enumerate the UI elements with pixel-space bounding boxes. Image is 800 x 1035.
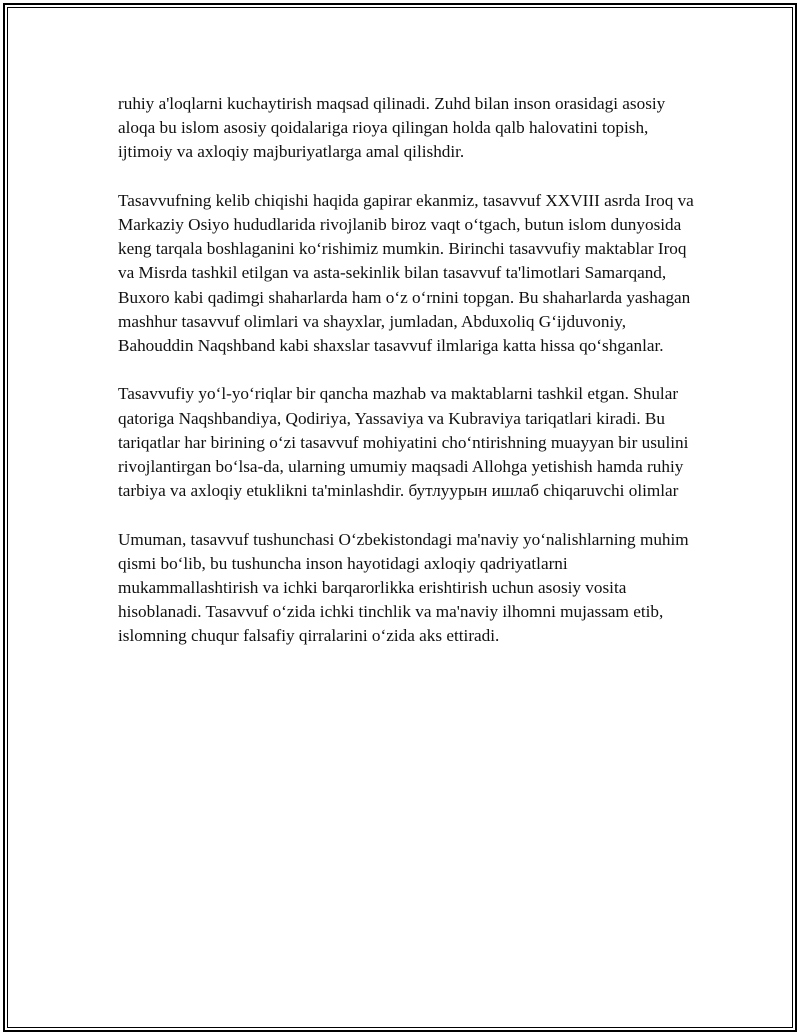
paragraph-1: ruhiy a'loqlarni kuchaytirish maqsad qilinadi. Zuhd bilan inson orasidagi asosiy aloqa bu islom asosiy qoidalariga rioya qilingan holda qalb halovatini topish, ijtimoiy va axloqiy majburiyatlarga amal qilishdir.	[118, 94, 666, 162]
paragraph-3: Tasavvufiy yo‘l-yo‘riqlar bir qancha mazhab va maktablarni tashkil etgan. Shular qatoriga Naqshbandiya, Qodiriya, Yassaviya va Kubraviya tariqatlari kiradi. Bu tariqatlar har birining o‘zi tasavvuf mohiyatini cho‘ntirishning muayyan bir usulini rivojlantirgan bo‘lsa-da, ularning umumiy maqsadi Allohga yetishish hamda ruhiy tarbiya va axloqiy etuklikni ta'minlashdir. бутлуурын ишлаб chiqaruvchi olimlar	[118, 384, 689, 501]
paragraph-2: Tasavvufning kelib chiqishi haqida gapirar ekanmiz, tasavvuf XXVIII asrda Iroq va Markaziy Osiyo hududlarida rivojlanib biroz vaqt o‘tgach, butun islom dunyosida keng tarqala boshlaganini ko‘rishimiz mumkin. Birinchi tasavvufiy maktablar Iroq va Misrda tashkil etilgan va asta-sekinlik bilan tasavvuf ta'limotlari Samarqand, Buxoro kabi qadimgi shaharlarda ham o‘z o‘rnini topgan. Bu shaharlarda yashagan mashhur tasavvuf olimlari va shayxlar, jumladan, Abduxoliq G‘ijduvoniy, Bahouddin Naqshband kabi shaxslar tasavvuf ilmlariga katta hissa qo‘shganlar.	[118, 190, 694, 356]
document-body	[118, 92, 703, 673]
paragraph-4: Umuman, tasavvuf tushunchasi O‘zbekistondagi ma'naviy yo‘nalishlarning muhim qismi bo‘lib, bu tushuncha inson hayotidagi axloqiy qadriyatlarni mukammallashtirish va ichki barqarorlikka erishtirish uchun asosiy vosita hisoblanadi. Tasavvuf o‘zida ichki tinchlik va ma'naviy ilhomni mujassam etib, islomning chuqur falsafiy qirralarini o‘zida aks ettiradi.	[118, 529, 689, 646]
